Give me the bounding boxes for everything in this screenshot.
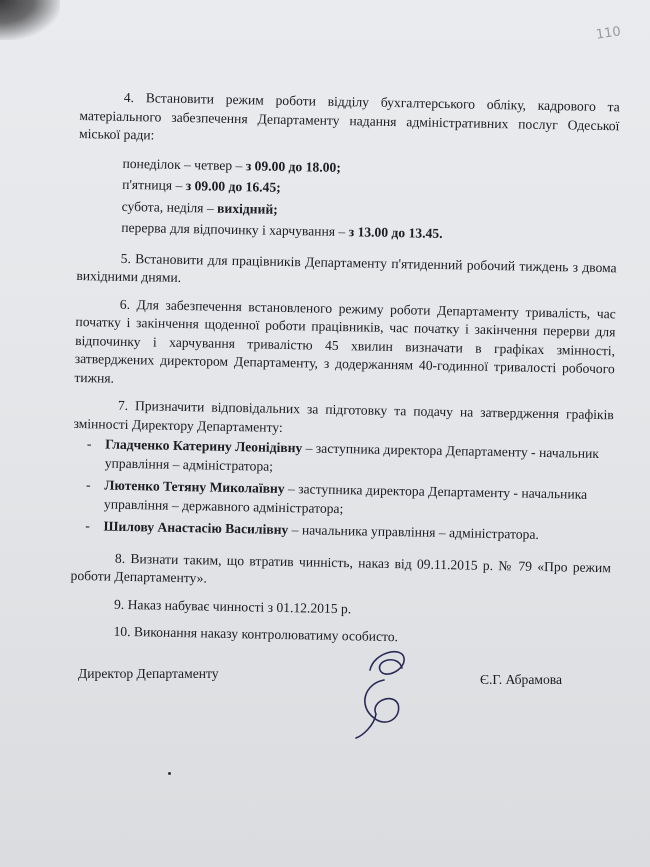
item-6: 6. Для забезпечення встановленого режиму роботи Департаменту тривалість, час початку і закінчення щоденної роботи працівників, час початку і закінчення перерви для відпочинку і харчування тривалістю 45 хвилин визначати в графіках змінності, затверджених директором Департаменту, з додержанням 40-годинної тривалості робочого тижня. [74, 296, 616, 386]
responsible-person: - Шилову Анастасію Василівну – начальника управління – адміністратора. [85, 518, 540, 542]
schedule-row: перерва для відпочинку і харчування – з 13.00 до 13.45. [121, 219, 443, 241]
work-schedule [121, 154, 619, 247]
schedule-row: субота, неділя – вихідний; [121, 198, 278, 217]
schedule-row: п'ятниця – з 09.00 до 16.45; [122, 176, 281, 195]
item-8: 8. Визнати таким, що втратив чинність, наказ від 09.11.2015 р. № 79 «Про режим роботи Департаменту». [70, 550, 612, 586]
signature-block [78, 662, 598, 742]
item-5: 5. Встановити для працівників Департаменту п'ятиденний робочий тиждень з двома вихідними днями. [76, 250, 617, 285]
item-4: 4. Встановити режим роботи відділу бухгалтерського обліку, кадрового та матеріального забезпечення Департаменту надання адміністративних послуг Одеської міської ради: [78, 89, 620, 143]
order-body [69, 88, 620, 651]
responsible-person: - Лютенко Тетяну Миколаївну – заступника директора Департаменту - начальника управління – державного адміністратора; [85, 477, 588, 516]
ink-dot [168, 772, 171, 775]
corner-shadow [0, 0, 60, 40]
schedule-row: понеділок – четвер – з 09.00 до 18.00; [122, 155, 341, 175]
signatory-name: Є.Г. Абрамова [480, 672, 563, 687]
signatory-title: Директор Департаменту [78, 666, 219, 681]
item-10: 10. Виконання наказу контролюватиму особисто. [113, 623, 399, 645]
item-9: 9. Наказ набуває чинності з 01.12.2015 р. [113, 596, 352, 616]
page-number: 110 [595, 24, 622, 43]
handwritten-signature [340, 640, 430, 740]
responsible-person: - Гладченко Катерину Леонідівну – заступника директора Департаменту - начальник управління – адміністратора; [86, 436, 600, 474]
item-7-intro: 7. Призначити відповідальних за підготовку та подачу на затвердження графіків змінності Директору Департаменту: [73, 397, 614, 435]
